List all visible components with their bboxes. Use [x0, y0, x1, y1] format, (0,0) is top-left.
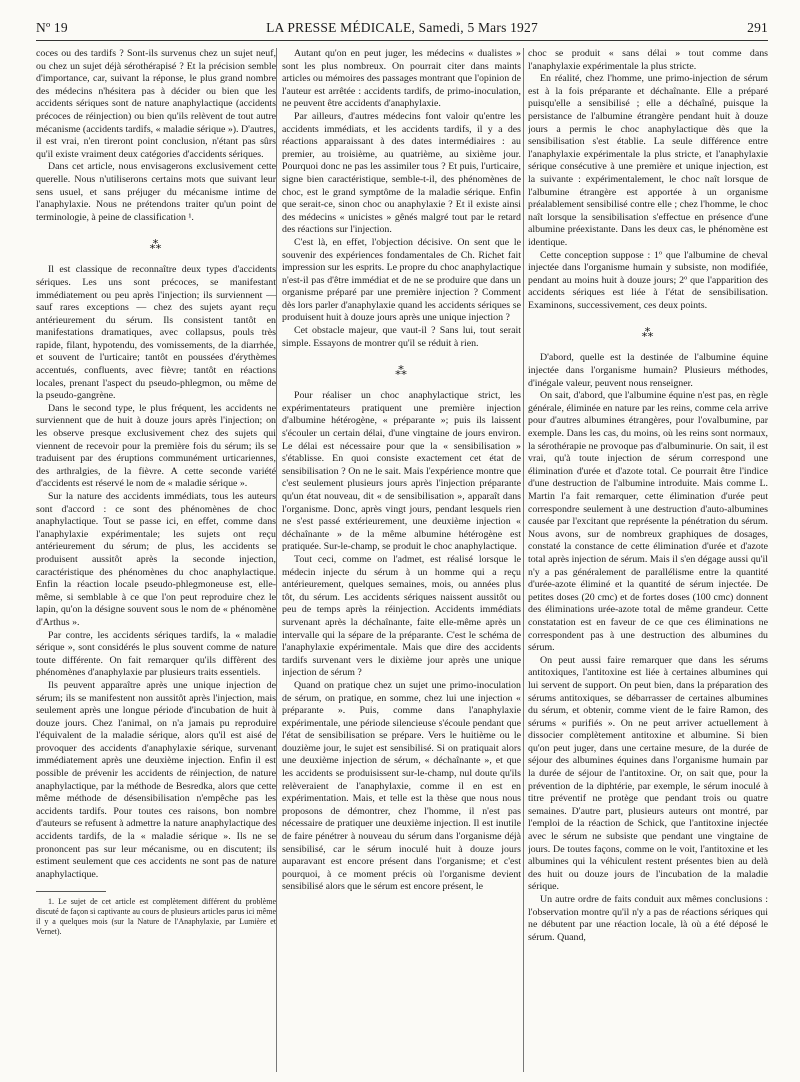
paragraph: Ils peuvent apparaître après une unique injection de sérum; ils se manifestent non aussitôt après l'injection, mais seulement après une longue période d'incubation de huit à douze jours. Chez l'animal, on n'a jamais pu reproduire l'équivalent de la maladie sérique, alors qu'il est aisé de provoquer des accidents d'anaphylaxie sérique, survenant immédiatement après une deuxième injection. Enfin il est possible de prévenir les accidents de réinjection, de nature anaphylactique, par la méthode de Besredka, alors que cette même méthode de désensibilisation n'empêche pas les accidents tardifs. Pour toutes ces raisons, bon nombre d'auteurs se refusent à admettre la nature anaphylactique des accidents tardifs, de la « maladie sérique ». Ils ne se prononcent pas sur leur mécanisme, ou en discutent; ils estiment seulement que ces accidents ne sont pas de nature anaphylactique.: [36, 679, 276, 880]
paragraph: Cette conception suppose : 1º que l'albumine de cheval injectée dans l'organisme humain y subsiste, non modifiée, pendant au moins huit à douze jours; 2º que l'apparition des accidents sériques est liée à l'état de sensibilisation. Examinons, successivement, ces deux points.: [528, 249, 768, 311]
paragraph: Pour réaliser un choc anaphylactique strict, les expérimentateurs pratiquent une première injection d'albumine hétérogène, « préparante »; puis ils laissent s'écouler un certain délai, d'une vingtaine de jours environ. Le délai est nécessaire pour que la « sensibilisation » s'établisse. En quoi consiste exactement cet état de sensibilisation ? On ne le sait. Mais l'expérience montre que c'est seulement plusieurs jours après l'injection préparante qu'un état nouveau, dit « de sensibilisation », apparaît dans l'organisme. Donc, après vingt jours, pendant lesquels rien ne s'est passé extérieurement, une deuxième injection « déchaînante » de la même albumine hétérogène est pratiquée. Sur-le-champ, se produit le choc anaphylactique.: [282, 390, 521, 553]
paragraph: C'est là, en effet, l'objection décisive. On sent que le souvenir des expériences fondamentales de Ch. Richet fait impression sur les esprits. Le propre du choc anaphylactique n'est-il pas d'être immédiat et de ne se produire que dans un organisme préparé par une première injection ? Comment dès lors parler d'anaphylaxie quand les accidents sériques se produisent huit à douze jours après une unique injection ?: [282, 236, 521, 324]
column-rule-2: [523, 48, 524, 1072]
paragraph: On sait, d'abord, que l'albumine équine n'est pas, en règle générale, éliminée en nature par les reins, comme cela arrive pour d'autres albumines étrangères, pour l'ovalbumine, par exemple. Dans les cas, du moins, où les reins sont normaux, la sérothérapie ne provoque pas d'albuminurie. On sait, il est vrai, qu'à toute injection de sérum correspond une élimination d'urée et d'azote total. Ce pourrait être l'indice d'une destruction de l'albumine introduite. Mais comme L. Martin l'a fait remarquer, cette élimination d'urée peut correspondre seulement à une destruction d'auto-albumines causée par l'excitant que représente la pénétration du sérum. Nous avons, sur de nombreux graphiques de dosages, constaté la constance de cette élimination d'urée et d'azote total après injection de sérum. Mais il s'en dégage aussi qu'il n'y a pas généralement de parallélisme entre la quantité d'urée-azote éliminé et la quantité de sérum injectée. De petites doses (20 cmc) et de fortes doses (100 cmc) donnent des éliminations urée-azote total de même grandeur. Cette constatation est en faveur de ce que ces éliminations ne correspondent pas à une destruction des albumines du sérum.: [528, 390, 768, 654]
footnote-rule: [36, 891, 106, 892]
header-rule: [36, 40, 768, 41]
paragraph: Tout ceci, comme on l'admet, est réalisé lorsque le médecin injecte du sérum à un homme qui a reçu antérieurement, quelques semaines, mois, ou années plus tôt, du sérum. Les accidents sériques naissent aussitôt ou peu de temps après la réinjection. Accidents immédiats survenant après la déchaînante, faite elle-même après un intervalle qui la sépare de la préparante. C'est le schéma de l'anaphylaxie expérimentale. Mais que dire des accidents tardifs survenant vers le dixième jour après une unique injection de sérum ?: [282, 553, 521, 679]
paragraph: Par ailleurs, d'autres médecins font valoir qu'entre les accidents immédiats, et les accidents tardifs, il y a des réactions apparaissant à des dates intermédiaires : au premier, au troisième, au quatrième, au sixième jour. Pourquoi donc ne pas les assimiler tous ? Et puis, l'urticaire, signe bien caractéristique, semble-t-il, des phénomènes de choc, est le grand symptôme de la maladie sérique. Enfin que serait-ce, sinon choc ou anaphylaxie ? Et il existe ainsi des médecins « unicistes » gênés malgré tout par le retard des réactions sur l'injection.: [282, 110, 521, 236]
journal-title-date: LA PRESSE MÉDICALE, Samedi, 5 Mars 1927: [266, 20, 538, 35]
column-rule-1: [276, 48, 277, 1072]
section-separator: ⁂: [641, 326, 655, 341]
paragraph: Autant qu'on en peut juger, les médecins « dualistes » sont les plus nombreux. On pourrait citer dans maints articles ou mémoires des passages montrant que l'opinion de l'auteur est arrêtée : accidents tardifs, de primo-inoculation, ne peuvent être accidents d'anaphylaxie.: [282, 48, 521, 110]
issue-number: Nº 19: [36, 20, 68, 35]
paragraph: On peut aussi faire remarquer que dans les sérums antitoxiques, l'antitoxine est liée à certaines albumines qui lui servent de support. On peut bien, dans la préparation des sérums antitoxiques, se débarrasser de certaines albumines du sérum, et obtenir, comme vient de le faire Ramon, des sérums « purifiés ». On ne peut arriver actuellement à dissocier complètement antitoxine et albumine. Si bien qu'on peut juger, dans une certaine mesure, de la durée de séjour des albumines équines dans l'organisme humain par la durée de séjour de l'antitoxine. Or, on sait que, pour la prévention de la diphtérie, par exemple, le sérum inoculé à titre préventif ne protège que pendant trois ou quatre semaines. D'autre part, plusieurs auteurs ont montré, par l'emploi de la réaction de Schick, que l'antitoxine injectée avec le sérum ne subsiste que pendant une vingtaine de jours. De toutes façons, comme on le voit, l'antitoxine et les albumines qui la véhiculent restent présentes bien au delà des huit ou douze jours de l'incubation de la maladie sérique.: [528, 654, 768, 893]
column-2: [282, 48, 521, 1078]
footnote: 1. Le sujet de cet article est complètement différent du problème discuté de façon si captivante au cours de plusieurs articles parus ici même il y a quelques mois (sur la Nature de l'Anaphylaxie, par Lumière et Vernet).: [36, 897, 276, 937]
section-separator: ⁂: [149, 238, 163, 253]
paragraph: choc se produit « sans délai » tout comme dans l'anaphylaxie expérimentale la plus stricte.: [528, 48, 768, 72]
paragraph: coces ou des tardifs ? Sont-ils survenus chez un sujet neuf, ou chez un sujet déjà sérothérapisé ? Et la précision semble d'importance, car, suivant la réponse, le plus grand nombre des médecins n'hésitera pas à décider ou bien que les accidents sériques sont de nature anaphylactique (accidents précoces de réinjection) ou bien qu'ils relèvent de tout autre mécanisme (accidents tardifs, « maladie sérique »). D'autres, il est vrai, n'en tireront point conclusion, n'étant pas sûrs qu'il existe vraiment deux catégories d'accidents sériques.: [36, 48, 276, 160]
column-1: [36, 48, 276, 1078]
paragraph: Il est classique de reconnaître deux types d'accidents sériques. Les uns sont précoces, se manifestant immédiatement ou peu après l'injection; ils surviennent — sauf rares exceptions — chez des sujets ayant reçu antérieurement du sérum. Ils consistent tantôt en manifestations dramatiques, avec collapsus, pouls très rapide, filant, hypotendu, des vomissements, de la diarrhée, et souvent de l'urticaire; tantôt en poussées d'érythèmes accentués, confluents, avec fièvre; tantôt en réactions locales, prenant l'aspect du pseudo-phlegmon, ou même de la pseudo-gangrène.: [36, 264, 276, 402]
paragraph: D'abord, quelle est la destinée de l'albumine équine injectée dans l'organisme humain? Plusieurs méthodes, d'inégale valeur, peuvent nous renseigner.: [528, 352, 768, 389]
section-separator: ⁂: [395, 364, 408, 379]
paragraph: Sur la nature des accidents immédiats, tous les auteurs sont d'accord : ce sont des phénomènes de choc anaphylactique. Tout se passe ici, en effet, comme dans l'anaphylaxie expérimentale; les sujets ont reçu antérieurement du sérum; de plus, les accidents se produisent aussitôt après la seconde injection, caractéristique des phénomènes du choc anaphylactique. Enfin la réaction locale pseudo-phlegmoneuse est, elle-même, si semblable à ce que l'on peut reproduire chez le lapin, qu'on la désigne souvent sous le nom de « phénomène d'Arthus ».: [36, 491, 276, 628]
column-3: [528, 48, 768, 1078]
paragraph: Dans cet article, nous envisagerons exclusivement cette querelle. Nous n'utiliserons certains mots que suivant leur sens usuel, et sans préjuger du mécanisme intime de l'anaphylaxie. Nous ne prétendons traiter qu'un point de terminologie, à peine de classification ¹.: [36, 161, 276, 223]
paragraph: Quand on pratique chez un sujet une primo-inoculation de sérum, on pratique, en somme, chez lui une injection « préparante ». Puis, comme dans l'anaphylaxie expérimentale, une période silencieuse s'écoule pendant que l'état de sensibilisation se prépare. Vers le huitième ou le douzième jour, le sujet est sensibilisé. Si on pratiquait alors une deuxième injection de sérum, « déchaînante », et que les accidents se produisissent sur-le-champ, nul doute qu'ils relèveraient de l'anaphylaxie, comme il en est en expérimentation. Mais, et telle est la thèse que nous nous proposons de démontrer, chez l'homme, il n'est pas nécessaire de pratiquer une deuxième injection. Il est inutile de faire pénétrer à nouveau du sérum dans l'organisme déjà sensibilisé, car le sérum inoculé huit à douze jours auparavant est encore présent dans l'organisme; et c'est pourquoi, à ce moment précis où l'organisme devient sensibilisé alors que le sérum est encore présent, le: [282, 679, 521, 893]
page-number: 291: [747, 20, 768, 35]
paragraph: Un autre ordre de faits conduit aux mêmes conclusions : l'observation montre qu'il n'y a pas de réactions sériques qui ne débutent par une réaction locale, là où a été déposé le sérum. Quand,: [528, 894, 768, 943]
running-head: [36, 20, 768, 38]
paragraph: En réalité, chez l'homme, une primo-injection de sérum est à la fois préparante et déchaînante. Elle a préparé puisqu'elle a sensibilisé ; elle a déchaîné, puisque la persistance de l'albumine étrangère pendant huit à douze jours a permis le choc anaphylactique dès que la sensibilisation s'est établie. La seule différence entre l'anaphylaxie expérimentale la plus stricte, et l'anaphylaxie sérique consécutive à une première et unique injection, est la suivante : expérimentalement, le choc naît lorsque de l'albumine étrangère est apportée à un organisme préalablement sensibilisé contre elle ; chez l'homme, le choc naît lorsque la sensibilisation s'effectue en présence d'une albumine préexistante. Dans les deux cas, le phénomène est identique.: [528, 73, 768, 248]
paragraph: Cet obstacle majeur, que vaut-il ? Sans lui, tout serait simple. Essayons de montrer qu'il se réduit à rien.: [282, 325, 521, 349]
paragraph: Par contre, les accidents sériques tardifs, la « maladie sérique », sont considérés le plus souvent comme de nature toute différente. On fait remarquer qu'ils diffèrent des phénomènes d'anaphylaxie par plusieurs traits essentiels.: [36, 629, 276, 679]
paragraph: Dans le second type, le plus fréquent, les accidents ne surviennent que de huit à douze jours après l'injection; on les observe presque exclusivement chez des sujets qui viennent de recevoir pour la première fois du sérum; ils se traduisent par des éruptions communément urticariennes, des arthralgies, de la fièvre. A cette seconde variété d'accidents est réservé le nom de « maladie sérique ».: [36, 402, 276, 490]
